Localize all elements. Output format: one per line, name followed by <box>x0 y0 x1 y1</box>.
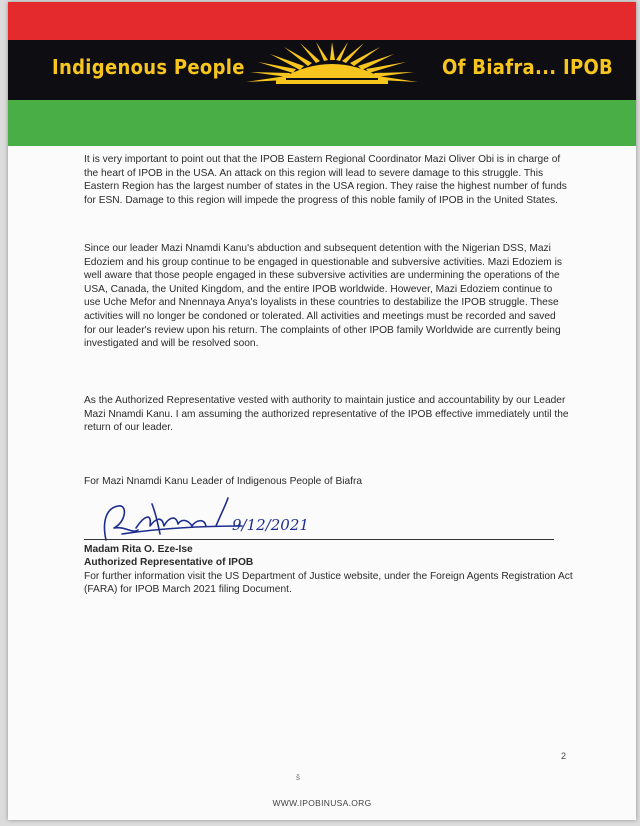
further-info-note: For further information visit the US Department of Justice website, under the Foreign Agents Registration Act (FARA) for IPOB March 2021 filing Document. <box>84 570 573 596</box>
signature-block <box>84 543 574 597</box>
header-right-text: Of Biafra... IPOB <box>442 55 614 80</box>
paragraph-1: It is very important to point out that the IPOB Eastern Regional Coordinator Mazi Oliver Obi is in charge of the heart of IPOB in the USA. An attack on this region will lead to severe damage to this struggle. This Eastern Region has the largest number of states in the USA region. They raise the highest number of funds for ESN. Damage to this region will impede the progress of this noble family of IPOB in the United States. <box>84 154 567 206</box>
letter-page <box>8 2 636 820</box>
page-number: 2 <box>561 751 567 761</box>
header-red-band <box>8 2 636 40</box>
signatory-name: Madam Rita O. Eze-Ise <box>84 544 193 555</box>
signature-line <box>84 539 554 540</box>
footer-url: WWW.IPOBINUSA.ORG <box>272 798 372 808</box>
header-left-text: Indigenous People <box>52 55 245 80</box>
header-green-band <box>8 100 636 146</box>
closing-line: For Mazi Nnamdi Kanu Leader of Indigenous People of Biafra <box>84 476 363 487</box>
footer-mark: š <box>296 773 300 782</box>
paragraph-3: As the Authorized Representative vested with authority to maintain justice and accountability by our Leader Mazi Nnamdi Kanu. I am assuming the authorized representative of the IPOB effective immediately until the return of our leader. <box>84 395 569 434</box>
paragraph-2: Since our leader Mazi Nnamdi Kanu's abduction and subsequent detention with the Nigerian DSS, Mazi Edoziem and his group continue to be engaged in questionable and subversive activities. Mazi Edoziem is well aware that those people engaged in these subversive activities are undermining the operations of the USA, Canada, the United Kingdom, and the entire IPOB worldwide. However, Mazi Edoziem continue to use Uche Mefor and Nnennaya Anya's loyalists in these countries to destabilize the IPOB struggle. These activities will no longer be condoned or tolerated. All activities and meetings must be recorded and saved for our leader's review upon his return. The complaints of other IPOB family Worldwide are currently being investigated and will be resolved soon. <box>84 243 562 350</box>
rising-sun-icon <box>246 42 418 88</box>
signature-date: 9/12/2021 <box>232 516 309 534</box>
signatory-title: Authorized Representative of IPOB <box>84 557 254 569</box>
